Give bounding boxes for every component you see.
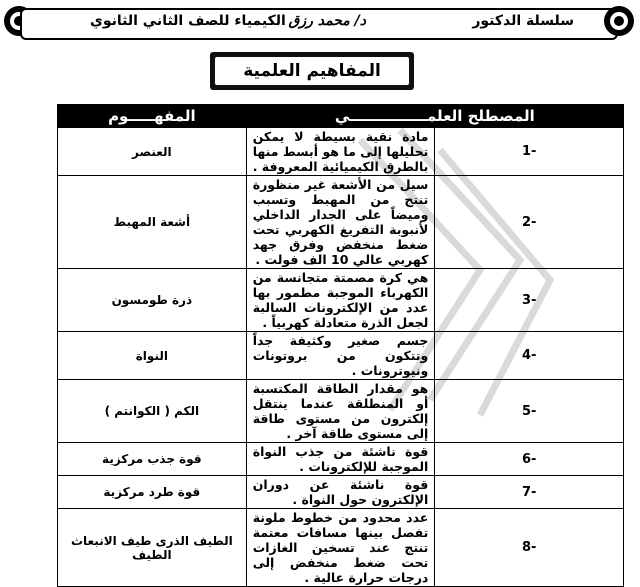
row-number: -5 [435, 380, 624, 443]
table-row [58, 443, 624, 476]
row-definition: جسم صغير وكثيفة جداً وتتكون من بروتونات ونيوترونات . [246, 332, 435, 380]
page-title-box [210, 52, 414, 90]
row-number: -3 [435, 269, 624, 332]
row-term: العنصر [58, 128, 247, 176]
concept-column-header: المفهـــــوم [58, 105, 247, 128]
row-number: -2 [435, 176, 624, 269]
table-row [58, 476, 624, 509]
row-term: الطيف الذرى طيف الانبعاث الطيف [58, 509, 247, 587]
row-number: -1 [435, 128, 624, 176]
header-right-circle-icon [602, 4, 636, 38]
row-term: أشعة المهبط [58, 176, 247, 269]
row-definition: سيل من الأشعة غير منظورة تنتج من المهبط وتسبب وميضاً على الجدار الداخلي لأنبوبة التفريغ الكهربي تحت ضغط منخفض وفرق جهد كهربي عالي 10 الف فولت . [246, 176, 435, 269]
row-number: -6 [435, 443, 624, 476]
table-row [58, 269, 624, 332]
table-row [58, 509, 624, 587]
table-row [58, 128, 624, 176]
page-header [4, 4, 634, 40]
table-row [58, 332, 624, 380]
row-number: -4 [435, 332, 624, 380]
row-term: قوة جذب مركزية [58, 443, 247, 476]
row-term: النواة [58, 332, 247, 380]
table-row [58, 380, 624, 443]
page-title: المفاهيم العلمية [215, 57, 409, 85]
row-definition: هي كرة مصمتة متجانسة من الكهرباء الموجبة مطمور بها عدد من الإلكترونات السالبة لجعل الذرة متعادلة كهربياً . [246, 269, 435, 332]
series-label: سلسلة الدكتور [472, 13, 574, 29]
row-number: -8 [435, 509, 624, 587]
term-column-header: المصطلح العلمـــــــــــــــي [246, 105, 623, 128]
table-header-row [58, 105, 624, 128]
row-definition: مادة نقية بسيطة لا يمكن تحليلها إلى ما هو أبسط منها بالطرق الكيميائية المعروفة . [246, 128, 435, 176]
subject-label: الكيمياء للصف الثاني الثانوي [90, 13, 286, 29]
row-definition: عدد محدود من خطوط ملونة تفصل بينها مسافات معتمة تنتج عند تسخين الغازات تحت ضغط منخفض إلى درجات حرارة عالية . [246, 509, 435, 587]
row-definition: قوة ناشئة عن دوران الإلكترون حول النواة . [246, 476, 435, 509]
author-name: د/ محمد رزق [288, 13, 366, 29]
row-number: -7 [435, 476, 624, 509]
row-definition: قوة ناشئة من جذب النواة الموجبة للإلكترونات . [246, 443, 435, 476]
row-term: ذرة طومسون [58, 269, 247, 332]
row-definition: هو مقدار الطاقة المكتسبة أو المنطلقة عندما ينتقل إلكترون من مستوى طاقة إلى مستوى طاقة آخر . [246, 380, 435, 443]
table-row [58, 176, 624, 269]
row-term: الكم ( الكوانتم ) [58, 380, 247, 443]
concepts-table [57, 104, 624, 587]
row-term: قوة طرد مركزية [58, 476, 247, 509]
